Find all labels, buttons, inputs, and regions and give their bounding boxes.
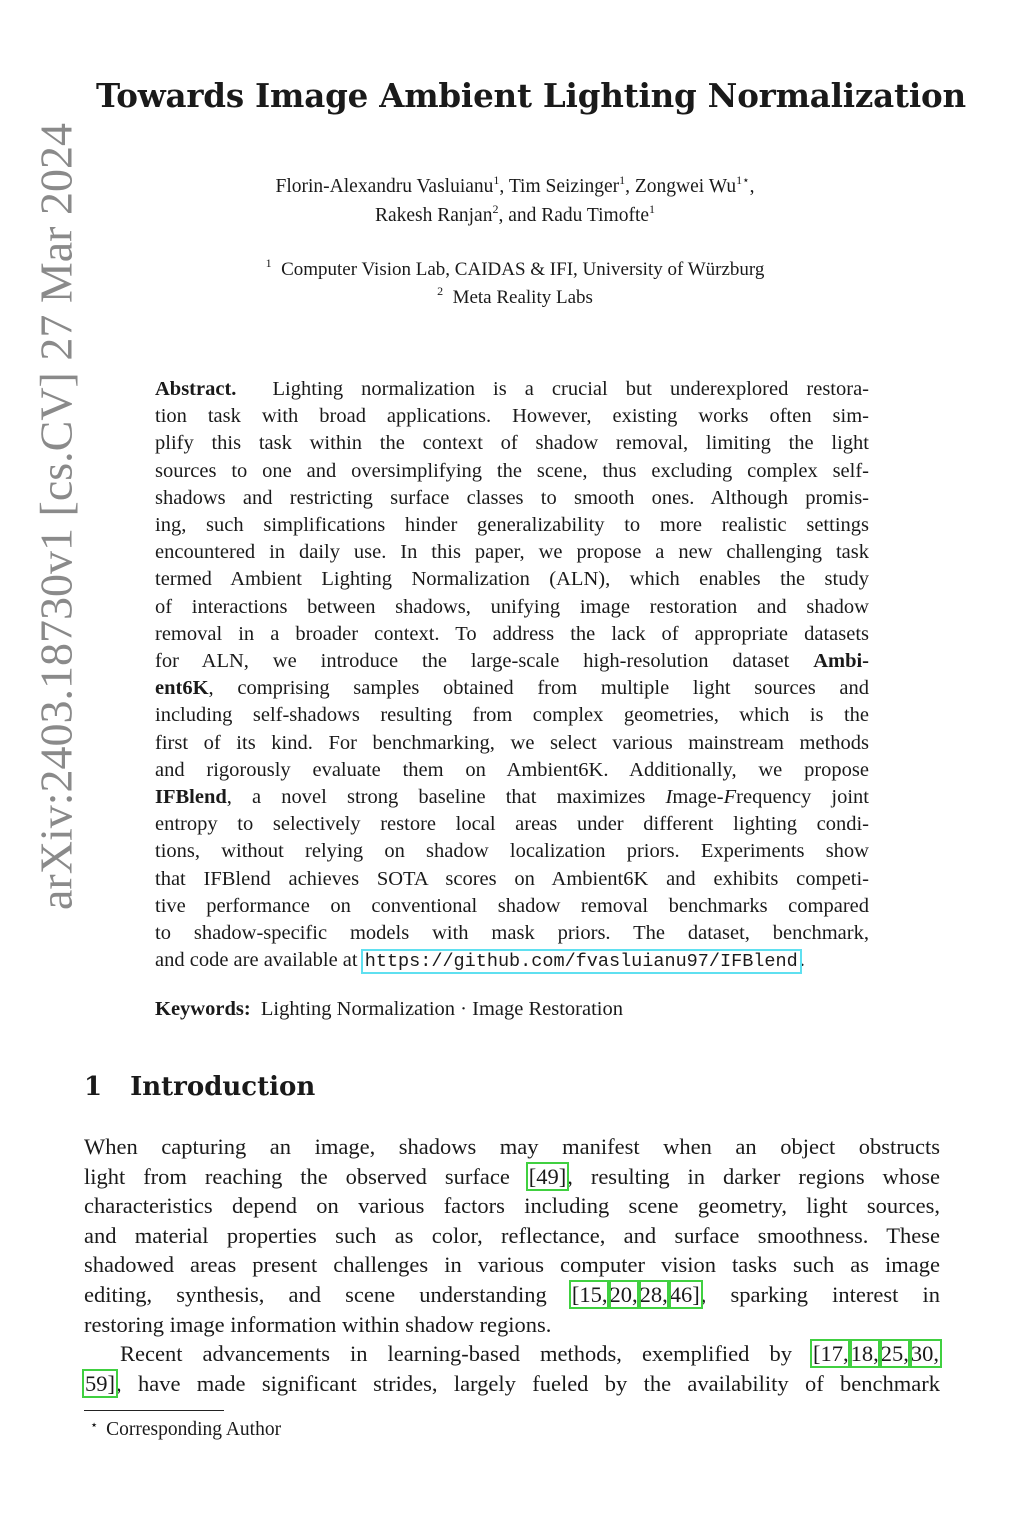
citation-link[interactable]: 20, [609,1281,638,1307]
affiliation-2: $^2$ Meta Reality Labs [437,284,593,308]
intro-body: When capturing an image, shadows may manifest when an object obstructs light from reaching the observed surface [49], resulting in darker regions whose characteristics depend on various factors including scene geometry, light sources, and material properties such as color, reflectance, and surface smoothness. These shadowed areas present challenges in various computer vision tasks such as image editing, synthesis, and scene understanding [15,20,28,46], sparking interest in restoring image information within shadow regions. Recent advancements in learning-based methods, exemplified by [17,18,25,30, 59], have made significant strides, largely fueled by the availability of benchmark [84,1134,941,1396]
affiliation-mark: 1 [619,173,626,187]
section-heading: 1 Introduction [84,1072,316,1102]
citation-link[interactable]: [17, [813,1341,849,1367]
keywords: Keywords: Lighting Normalization · Image Restoration [155,998,623,1020]
affiliation-mark: 1⋆ [736,173,750,187]
affiliation-1: $^1$ Computer Vision Lab, CAIDAS & IFI, University of Würzburg [265,256,765,280]
footnote-rule [84,1410,224,1411]
citation-link[interactable]: 59] [85,1370,115,1396]
arxiv-identifier: arXiv:2403.18730v1 [cs.CV] 27 Mar 2024 [30,123,82,911]
keywords-label: Keywords: [155,998,251,1020]
affiliation-mark: 2 [492,202,499,216]
affiliation-mark: 1 [649,202,656,216]
citation-link[interactable]: [15, [571,1281,608,1307]
affiliations [150,256,880,312]
citation-link[interactable]: 28, [639,1281,668,1307]
author-name: Florin-Alexandru Vasluianu [275,176,494,197]
abstract: Abstract. Lighting normalization is a crucial but underexplored restora- tion task with broad applications. However, existing works often sim- plify this task within the context of shadow removal, limiting the light sources to one and oversimplifying the scene, thus excluding complex self- shadows and restricting surface classes to smooth ones. Although promis- ing, such simplifications hinder generalizability to more realistic settings encountered in daily use. In this paper, we propose a new challenging task termed Ambient Lighting Normalization (ALN), which enables the study of interactions between shadows, unifying image restoration and shadow removal in a broader context. To address the lack of appropriate datasets for ALN, we introduce the large-scale high-resolution dataset Ambi- ent6K, comprising samples obtained from multiple light sources and including self-shadows resulting from complex geometries, which is the first of its kind. For benchmarking, we select various mainstream methods and rigorously evaluate them on Ambient6K. Additionally, we propose IFBlend, a novel strong baseline that maximizes Image-Frequency joint entropy to selectively restore local areas under different lighting condi- tions, without relying on shadow localization priors. Experiments show that IFBlend achieves SOTA scores on Ambient6K and exhibits competi- tive performance on conventional shadow removal benchmarks compared to shadow-specific models with mask priors. The dataset, benchmark, and code are available at https://github.com/fvasluianu97/IFBlend. [155,378,870,973]
paper-title: Towards Image Ambient Lighting Normalization [96,76,966,115]
author-name: Tim Seizinger [508,176,620,197]
affiliation-mark: 1 [493,173,500,187]
citation-link[interactable]: 30, [910,1341,939,1367]
footnote: ⋆ Corresponding Author [90,1417,282,1440]
citation-link[interactable]: [49] [528,1163,567,1189]
author-name: and Radu Timofte [508,205,650,226]
author-list: Florin-Alexandru Vasluianu$^1$, Tim Seizinger$^1$, Zongwei $Wu^{1⋆}$, Rakesh Ranjan$^2$, and Radu Timofte$^1$ [275,173,755,226]
github-link[interactable]: https://github.com/fvasluianu97/IFBlend [364,951,798,973]
citation-link[interactable]: 46] [669,1281,700,1307]
citation-link[interactable]: 25, [880,1341,909,1367]
author-name: Rakesh Ranjan [374,205,493,226]
abstract-label: Abstract. [155,378,237,400]
author-name: Zongwei Wu [634,176,737,197]
citation-link[interactable]: 18, [850,1341,879,1367]
